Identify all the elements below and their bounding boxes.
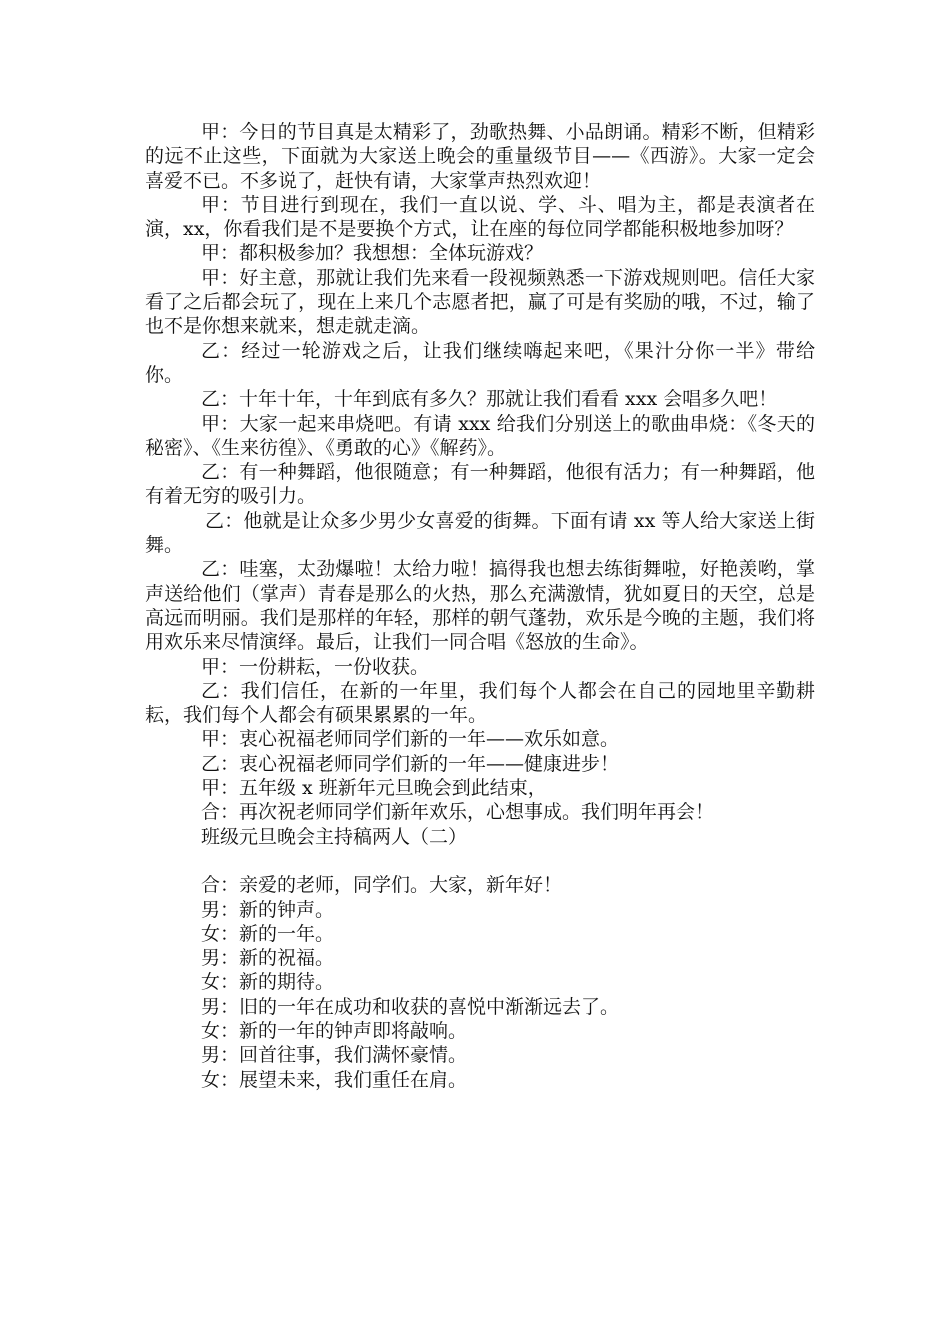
paragraph: 乙：我们信任，在新的一年里，我们每个人都会在自己的园地里辛勤耕耘，我们每个人都会有硕果累累的一年。 <box>145 679 815 727</box>
paragraph: 甲：五年级 x 班新年元旦晚会到此结束， <box>201 777 547 800</box>
section-heading: 班级元旦晚会主持稿两人（二） <box>201 825 468 848</box>
paragraph: 乙：十年十年，十年到底有多久？那就让我们看看 xxx 会唱多久吧！ <box>201 388 778 411</box>
paragraph: 男：旧的一年在成功和收获的喜悦中渐渐远去了。 <box>201 995 620 1018</box>
document-body <box>145 120 815 1092</box>
paragraph: 乙：他就是让众多少男少女喜爱的街舞。下面有请 xx 等人给大家送上街舞。 <box>145 509 815 557</box>
paragraph: 乙：哇塞，太劲爆啦！太给力啦！搞得我也想去练街舞啦，好艳羡哟，掌声送给他们（掌声）青春是那么的火热，那么充满激情，犹如夏日的天空，总是高远而明丽。我们是那样的年轻，那样的朝气蓬勃，欢乐是今晚的主题，我们将用欢乐来尽情演绎。最后，让我们一同合唱《怒放的生命》。 <box>145 558 815 654</box>
paragraph: 甲：好主意，那就让我们先来看一段视频熟悉一下游戏规则吧。信任大家看了之后都会玩了，现在上来几个志愿者把，赢了可是有奖励的哦，不过，输了也不是你想来就来，想走就走滴。 <box>145 266 815 338</box>
paragraph: 甲：衷心祝福老师同学们新的一年——欢乐如意。 <box>201 728 620 751</box>
paragraph: 乙：有一种舞蹈，他很随意；有一种舞蹈，他很有活力；有一种舞蹈，他有着无穷的吸引力。 <box>145 461 815 508</box>
paragraph: 男：新的祝福。 <box>201 947 335 970</box>
paragraph: 合：再次祝老师同学们新年欢乐，心想事成。我们明年再会！ <box>201 801 715 824</box>
paragraph: 乙：经过一轮游戏之后，让我们继续嗨起来吧，《果汁分你一半》带给你。 <box>145 339 815 386</box>
paragraph: 甲：一份耕耘，一份收获。 <box>201 655 430 678</box>
paragraph: 女：展望未来，我们重任在肩。 <box>201 1068 468 1091</box>
paragraph: 乙：衷心祝福老师同学们新的一年——健康进步！ <box>201 752 620 775</box>
paragraph: 甲：今日的节目真是太精彩了，劲歌热舞、小品朗诵。精彩不断，但精彩的远不止这些，下面就为大家送上晚会的重量级节目——《西游》。大家一定会喜爱不已。不多说了，赶快有请，大家掌声热烈欢迎！ <box>145 121 815 192</box>
paragraph: 甲：节目进行到现在，我们一直以说、学、斗、唱为主，都是表演者在演，xx，你看我们是不是要换个方式，让在座的每位同学都能积极地参加呀？ <box>145 193 815 241</box>
paragraph: 甲：都积极参加？我想想：全体玩游戏？ <box>201 242 544 265</box>
paragraph: 男：回首往事，我们满怀豪情。 <box>201 1044 468 1067</box>
paragraph: 男：新的钟声。 <box>201 898 335 921</box>
paragraph: 女：新的期待。 <box>201 971 335 994</box>
paragraph: 甲：大家一起来串烧吧。有请 xxx 给我们分别送上的歌曲串烧：《冬天的秘密》、《生来彷徨》、《勇敢的心》《解药》。 <box>145 412 815 459</box>
blank-line <box>145 849 815 873</box>
paragraph: 女：新的一年的钟声即将敲响。 <box>201 1019 468 1042</box>
paragraph: 合：亲爱的老师，同学们。大家，新年好！ <box>201 874 563 897</box>
paragraph: 女：新的一年。 <box>201 922 335 945</box>
